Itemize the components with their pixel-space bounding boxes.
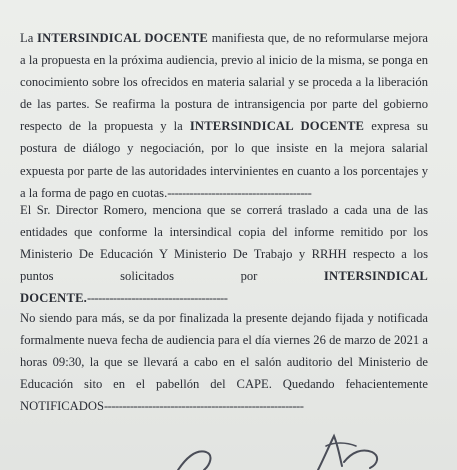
paragraph-2	[20, 199, 428, 309]
text-run: expresa su postura de diálogo y negociación, por lo que insiste en la mejora salarial expuesta por parte de las autoridades intervinientes en cuanto a los porcentajes y a la forma de pago en cuotas.	[20, 119, 429, 200]
signature-right	[318, 436, 377, 470]
paragraph-3	[20, 307, 428, 417]
dash-line: --------------------------------------	[87, 291, 228, 306]
bold-text: INTERSINDICAL DOCENTE.	[20, 269, 428, 306]
bold-text: INTERSINDICAL DOCENTE	[37, 31, 209, 45]
paragraph-1	[20, 27, 428, 204]
dash-line: ---------------------------------------	[167, 185, 312, 200]
text-run: La	[20, 31, 38, 45]
text-run: manifiesta que, de no reformularse mejora a la propuesta en la próxima audiencia, previo al inicio de la misma, se ponga en conocimiento sobre los ofrecidos en materia salarial y se proceda a la liberación de las partes. Se reafirma la postura de intransigencia por parte del gobierno respecto de la propuesta y la	[20, 31, 428, 134]
bold-text: INTERSINDICAL DOCENTE	[189, 119, 365, 134]
dash-line: ------------------------------------------------------	[103, 399, 304, 414]
signature-left	[178, 451, 210, 470]
text-run: No siendo para más, se da por finalizada la presente dejando fijada y notificada formalmente nueva fecha de audiencia para el día viernes 26 de marzo de 2021 a horas 09:30, la que se llevará a cabo en el salón auditorio del Ministerio de Educación sito en el pabellón del CAPE. Quedando fehacientemente NOTIFICADOS	[20, 311, 428, 414]
text-run: El Sr. Director Romero, menciona que se correrá traslado a cada una de las entidades que conforme la intersindical copia del informe remitido por los Ministerio De Educación Y Ministerio De Trabajo y RRHH respecto a los puntos solicitados por	[20, 203, 428, 284]
signature-flourish	[326, 443, 356, 446]
